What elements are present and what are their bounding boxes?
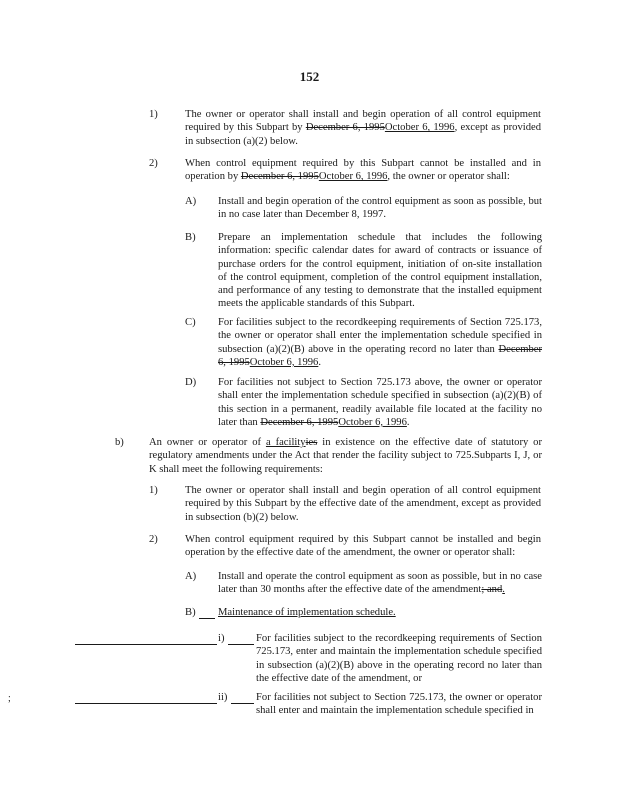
marker-b2: 2): [149, 534, 158, 545]
paragraph-a2D: For facilities not subject to Section 725.173 above, the owner or operator shall enter the implementation schedule specified in subsection (a)(2)(B) of this section in a permanent, readily available file located at the facility no later than December 6, 1995October 6, 1996.: [218, 377, 542, 428]
marker-b2B: B): [185, 607, 196, 618]
marker-b2Bii: ii): [218, 692, 228, 703]
underline-rule: [75, 644, 217, 645]
inserted-text: .: [502, 584, 505, 596]
inserted-text: October 6, 1996: [249, 356, 319, 368]
marker-b1: 1): [149, 485, 158, 496]
deleted-text: ies: [305, 437, 318, 448]
inserted-text: October 6, 1996: [338, 416, 407, 428]
deleted-text: December 6, 1995: [218, 343, 542, 368]
inserted-text: Maintenance of implementation schedule.: [218, 607, 396, 618]
paragraph-a2C: For facilities subject to the recordkeeping requirements of Section 725.173, the owner or operator shall enter the implementation schedule specified in subsection (a)(2)(B) above in the operating record no later than December 6, 1995October 6, 1996.: [218, 317, 542, 368]
underline-rule: [75, 703, 217, 704]
marker-b2Bi: i): [218, 633, 225, 644]
marker-a2C: C): [185, 317, 196, 328]
inserted-text: a facility: [265, 437, 306, 448]
paragraph-b2Bi: For facilities subject to the recordkeeping requirements of Section 725.173, enter and maintain the implementation schedule specified in subsection (a)(2)(B) above in the operating record no later than the effective date of the amendment, or: [256, 633, 542, 684]
inserted-text: October 6, 1996: [318, 171, 388, 183]
underline-rule: [231, 703, 254, 704]
paragraph-b2A: Install and operate the control equipment as soon as possible, but in no case later than 30 months after the effective date of the amendment; and.: [218, 571, 542, 596]
deleted-text: December 6, 1995: [240, 171, 319, 183]
deleted-text: ; and: [481, 584, 503, 596]
marker-a2: 2): [149, 158, 158, 169]
marker-b: b): [115, 437, 124, 448]
marker-a2A: A): [185, 196, 197, 207]
paragraph-a2A: Install and begin operation of the control equipment as soon as possible, but in no case later than December 8, 1997.: [218, 196, 542, 221]
paragraph-b2Bii: For facilities not subject to Section 725.173, the owner or operator shall enter and maintain the implementation schedule specified in: [256, 692, 542, 717]
margin-mark: ;: [8, 693, 11, 704]
paragraph-b: An owner or operator of a facilityies in existence on the effective date of statutory or regulatory amendments under the Act that render the facility subject to 725.Subparts I, J, or K shall meet the following requirements:: [149, 437, 543, 475]
paragraph-a2B: Prepare an implementation schedule that includes the following information: specific calendar dates for award of contracts or issuance of purchase orders for the control equipment, initiation of on-site installation of the control equipment, completion of the control equipment installation, and performance of any testing to demonstrate that the installed equipment meets the applicable standards of this Subpart.: [218, 232, 542, 310]
underline-rule: [199, 618, 215, 619]
deleted-text: December 6, 1995: [305, 122, 385, 134]
paragraph-b2B: [218, 606, 542, 619]
paragraph-b1: The owner or operator shall install and begin operation of all control equipment required by this Subpart by the effective date of the amendment, except as provided in subsection (b)(2) below.: [185, 485, 541, 523]
paragraph-b2: When control equipment required by this Subpart cannot be installed and begin operation by the effective date of the amendment, the owner or operator shall:: [185, 534, 541, 559]
paragraph-a2: When control equipment required by this Subpart cannot be installed and in operation by December 6, 1995October 6, 1996, the owner or operator shall:: [185, 158, 541, 183]
marker-a2B: B): [185, 232, 196, 243]
deleted-text: December 6, 1995: [260, 416, 339, 428]
underline-rule: [228, 644, 254, 645]
marker-a1: 1): [149, 109, 158, 120]
marker-a2D: D): [185, 377, 197, 388]
paragraph-a1: The owner or operator shall install and begin operation of all control equipment required by this Subpart by December 6, 1995October 6, 1996, except as provided in subsection (a)(2) below.: [185, 109, 541, 147]
inserted-text: October 6, 1996: [384, 122, 455, 134]
marker-b2A: A): [185, 571, 197, 582]
page-number: 152: [299, 69, 320, 84]
